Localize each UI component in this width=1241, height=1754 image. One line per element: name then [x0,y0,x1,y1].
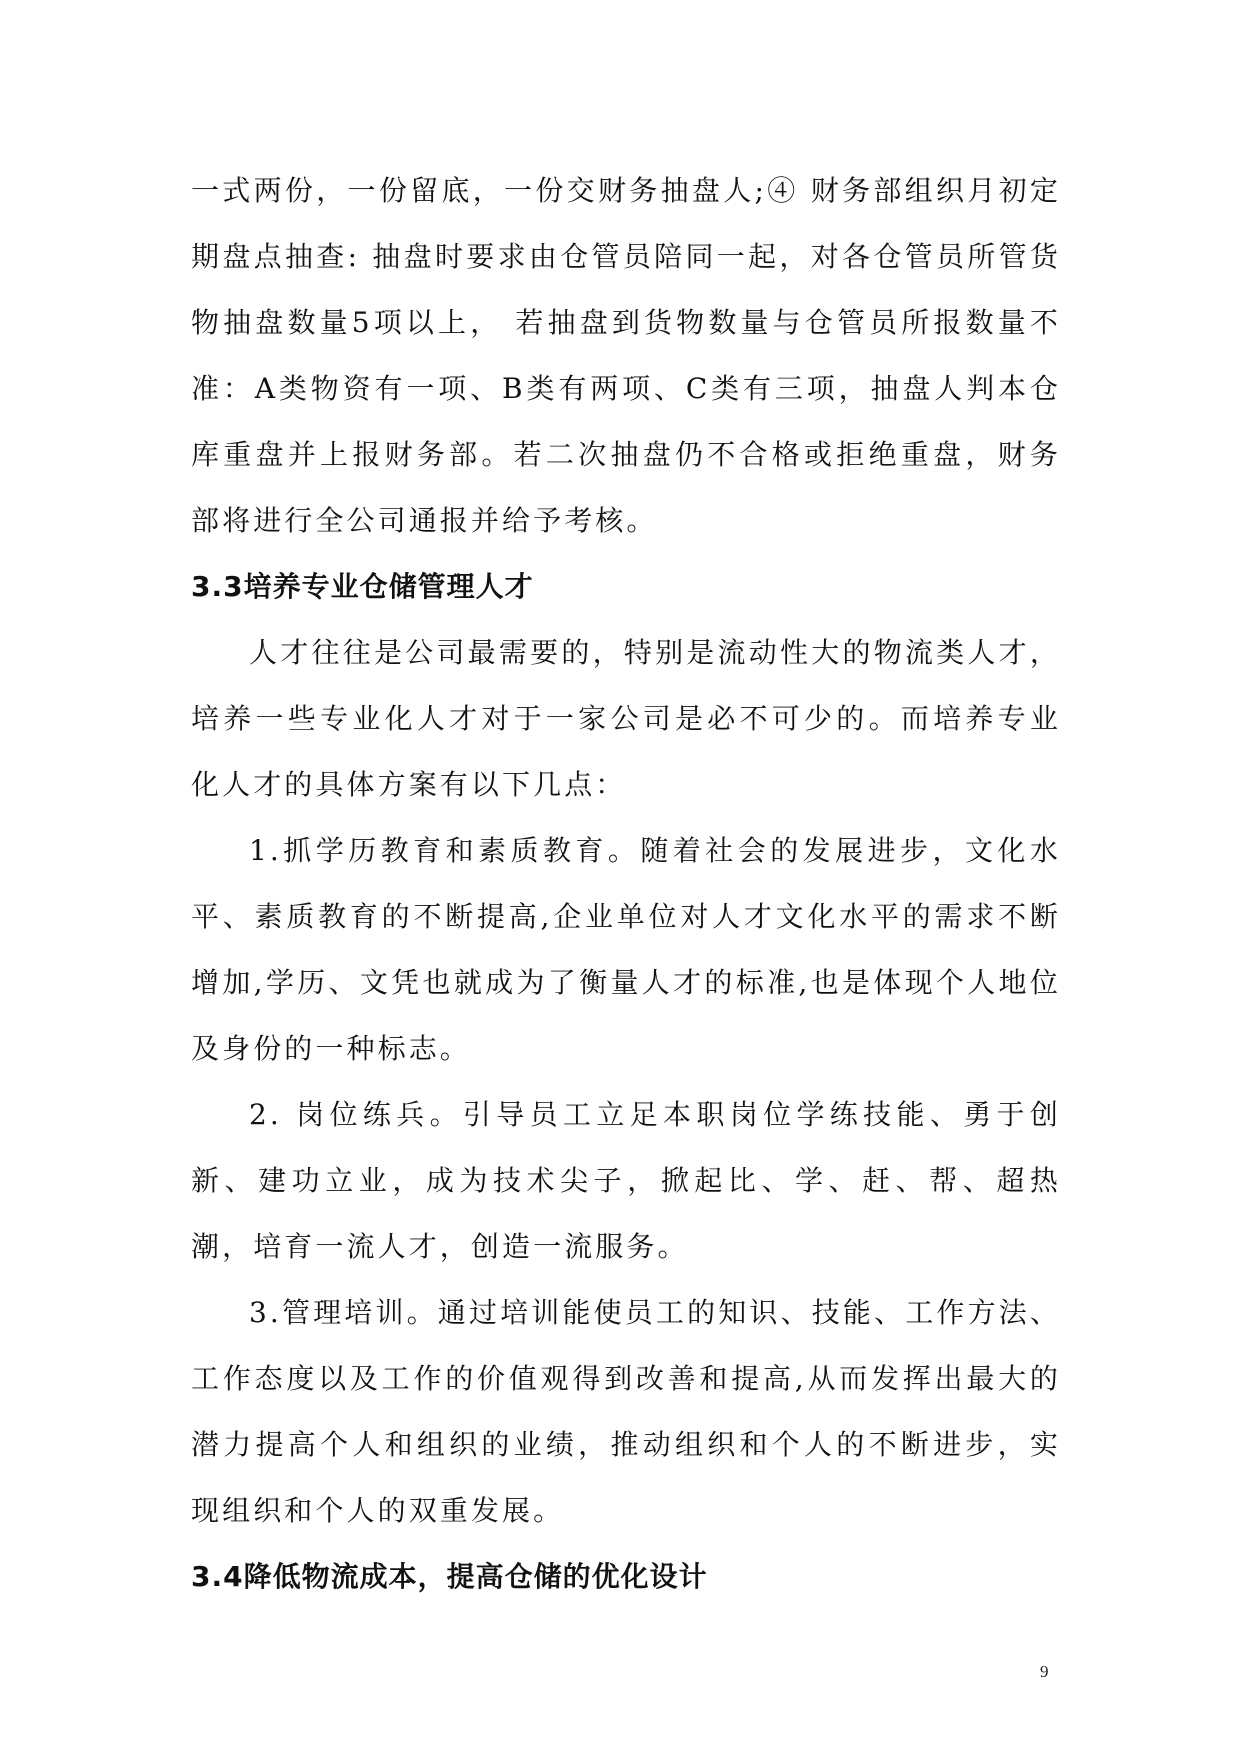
section-heading-3-4: 3.4降低物流成本，提高仓储的优化设计 [191,1560,708,1593]
page-body [191,158,1061,1610]
paragraph-inventory-check: 一式两份，一份留底，一份交财务抽盘人;④ 财务部组织月初定期盘点抽查: 抽盘时要求由仓管员陪同一起，对各仓管员所管货物抽盘数量5项以上， 若抽盘到货物数量与仓管员所报数量不准：A类物资有一项、B类有两项、C类有三项，抽盘人判本仓库重盘并上报财务部。若二次抽盘仍不合格或拒绝重盘，财务部将进行全公司通报并给予考核。 [191,174,1061,537]
page-number: 9 [1040,1662,1049,1681]
paragraph-job-training: 2. 岗位练兵。引导员工立足本职岗位学练技能、勇于创新、建功立业，成为技术尖子，掀起比、学、赶、帮、超热潮，培育一流人才，创造一流服务。 [191,1098,1061,1263]
paragraph-education: 1.抓学历教育和素质教育。随着社会的发展进步，文化水平、素质教育的不断提高,企业单位对人才文化水平的需求不断增加,学历、文凭也就成为了衡量人才的标准,也是体现个人地位及身份的一种标志。 [191,834,1061,1065]
paragraph-management-training: 3.管理培训。通过培训能使员工的知识、技能、工作方法、工作态度以及工作的价值观得到改善和提高,从而发挥出最大的潜力提高个人和组织的业绩，推动组织和个人的不断进步，实现组织和个人的双重发展。 [191,1296,1061,1527]
section-heading-3-3: 3.3培养专业仓储管理人才 [191,570,534,603]
paragraph-talent-intro: 人才往往是公司最需要的，特别是流动性大的物流类人才，培养一些专业化人才对于一家公司是必不可少的。而培养专业化人才的具体方案有以下几点： [191,636,1061,801]
